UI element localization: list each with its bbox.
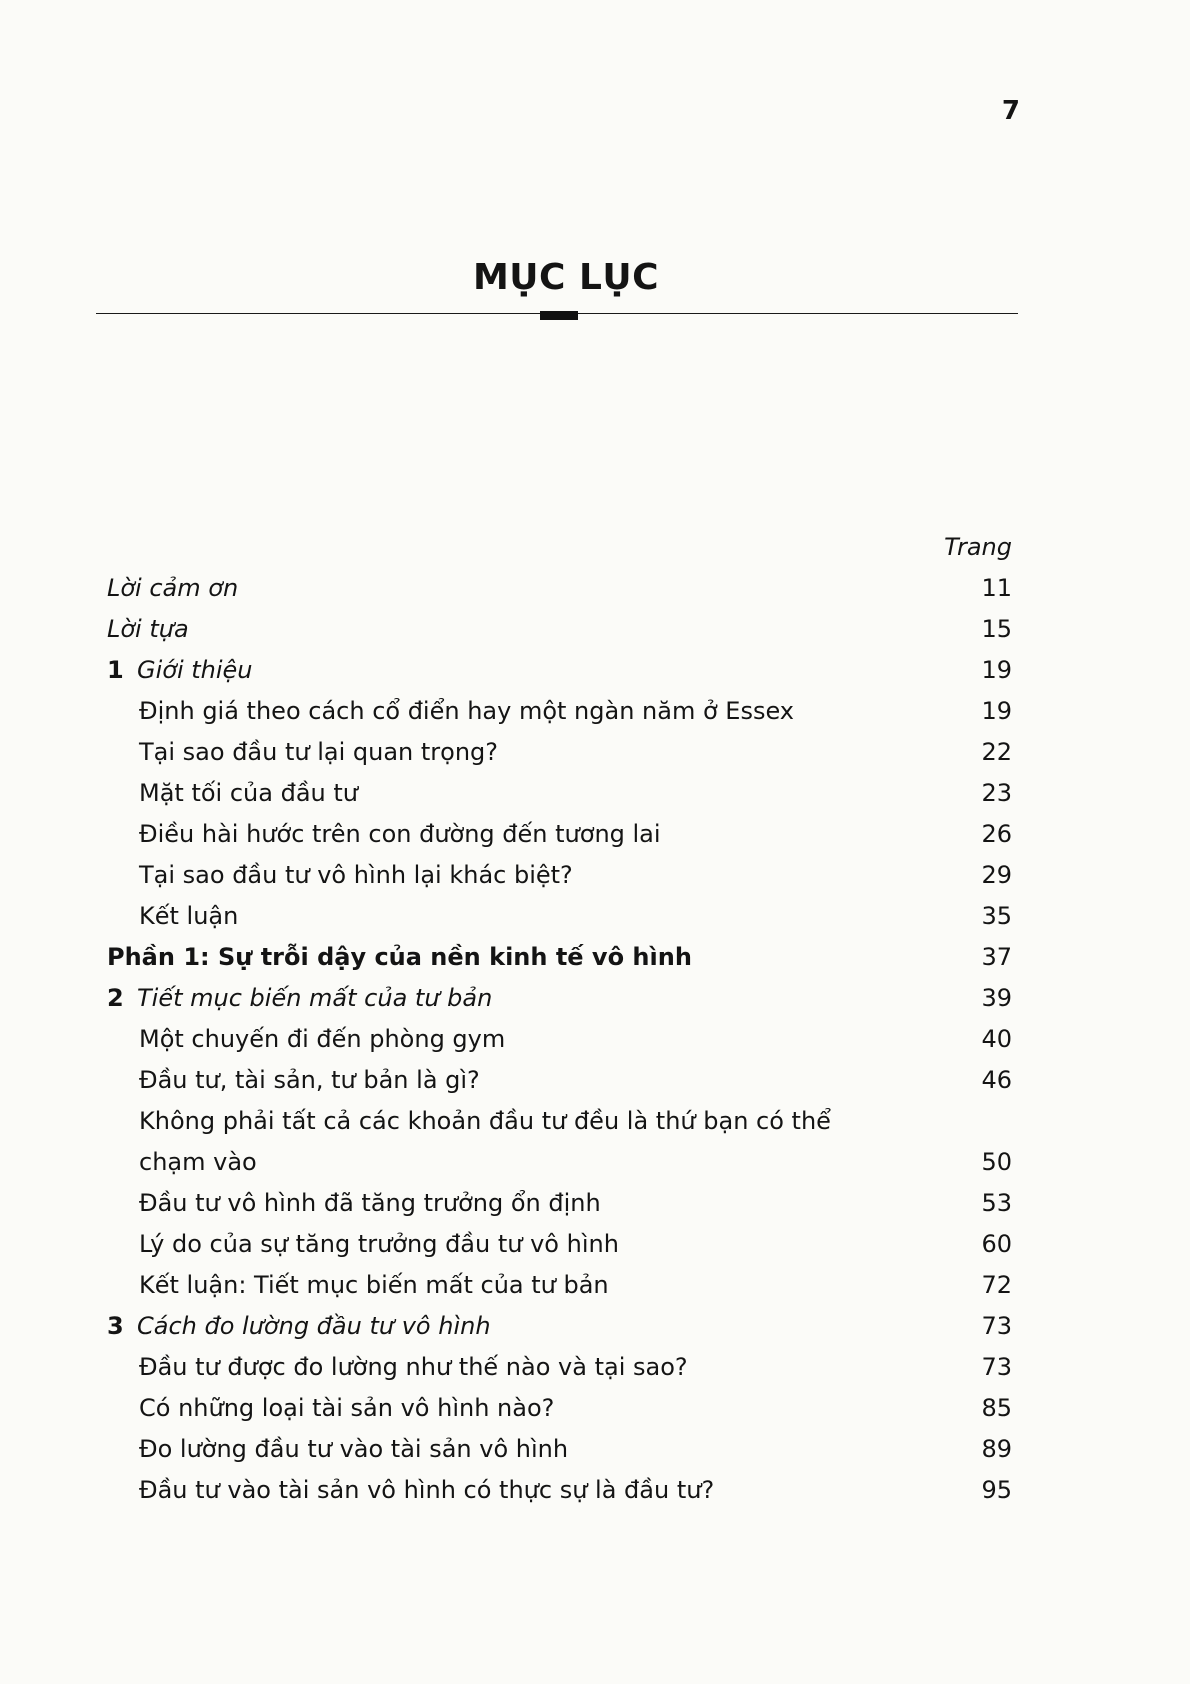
- toc-entry[interactable]: [107, 814, 1012, 855]
- page-number: 7: [1001, 96, 1020, 126]
- toc-entry-page: 37: [981, 943, 1012, 971]
- toc-entry-label: [107, 650, 952, 691]
- toc-entry-label: [107, 568, 952, 609]
- toc-entry-label: [107, 855, 952, 896]
- toc-entry-page: 39: [981, 984, 1012, 1012]
- toc-entry-title: Điều hài hước trên con đường đến tương lai: [139, 820, 661, 848]
- toc-entry-page: 22: [981, 738, 1012, 766]
- toc-entry-page: 19: [981, 656, 1012, 684]
- toc-entry-title: Một chuyến đi đến phòng gym: [139, 1025, 506, 1053]
- toc-entry[interactable]: [107, 937, 1012, 978]
- toc-entry[interactable]: [107, 732, 1012, 773]
- toc-entry-page: 50: [981, 1148, 1012, 1176]
- toc-entry-title: Phần 1: Sự trỗi dậy của nền kinh tế vô hình: [107, 943, 692, 971]
- toc-entry-page: 53: [981, 1189, 1012, 1217]
- toc-entry-title: Đầu tư vô hình đã tăng trưởng ổn định: [139, 1189, 601, 1217]
- toc-entry-page: 85: [981, 1394, 1012, 1422]
- toc-entry[interactable]: [107, 568, 1012, 609]
- toc-entry[interactable]: [107, 1060, 1012, 1101]
- toc-entry[interactable]: [107, 1224, 1012, 1265]
- toc-entry-title: Không phải tất cả các khoản đầu tư đều là thứ bạn có thể chạm vào: [139, 1107, 831, 1176]
- toc-entry-title: Lời tựa: [107, 615, 189, 643]
- toc-entry-label: [107, 609, 952, 650]
- toc-entry[interactable]: [107, 609, 1012, 650]
- toc-entry-page: 26: [981, 820, 1012, 848]
- toc-entry-title: Đầu tư, tài sản, tư bản là gì?: [139, 1066, 480, 1094]
- toc-entry[interactable]: [107, 896, 1012, 937]
- toc-entry-title: Kết luận: Tiết mục biến mất của tư bản: [139, 1271, 609, 1299]
- toc-entry-page: 73: [981, 1353, 1012, 1381]
- toc-entry-label: [107, 1060, 952, 1101]
- toc-entry-page: 35: [981, 902, 1012, 930]
- toc-entry-page: 46: [981, 1066, 1012, 1094]
- toc-entry-title: Cách đo lường đầu tư vô hình: [137, 1312, 491, 1340]
- toc-entry-title: Có những loại tài sản vô hình nào?: [139, 1394, 555, 1422]
- toc-entry-label: [107, 732, 952, 773]
- table-of-contents: [107, 527, 1012, 1511]
- toc-entry-label: [107, 814, 952, 855]
- toc-entry-label: [107, 1347, 952, 1388]
- toc-entry-title: Giới thiệu: [137, 656, 253, 684]
- page-column-header: Trang: [944, 533, 1012, 561]
- toc-entry-label: [107, 1388, 952, 1429]
- toc-entry-title: Lời cảm ơn: [107, 574, 239, 602]
- toc-entry[interactable]: [107, 1265, 1012, 1306]
- toc-entry-label: [107, 896, 952, 937]
- toc-entry-label: [107, 937, 952, 978]
- toc-entry-page: 29: [981, 861, 1012, 889]
- toc-entry-title: Định giá theo cách cổ điển hay một ngàn năm ở Essex: [139, 697, 795, 725]
- toc-entries: [107, 568, 1012, 1511]
- toc-entry-title: Kết luận: [139, 902, 239, 930]
- toc-entry[interactable]: [107, 1019, 1012, 1060]
- toc-entry-label: [107, 1470, 952, 1511]
- toc-entry[interactable]: [107, 1429, 1012, 1470]
- toc-entry-page: 23: [981, 779, 1012, 807]
- toc-entry-title: Đo lường đầu tư vào tài sản vô hình: [139, 1435, 569, 1463]
- toc-entry-label: [107, 773, 952, 814]
- toc-entry-title: Đầu tư vào tài sản vô hình có thực sự là đầu tư?: [139, 1476, 715, 1504]
- toc-entry[interactable]: [107, 650, 1012, 691]
- toc-entry-label: [107, 1265, 952, 1306]
- toc-entry-label: [107, 978, 952, 1019]
- chapter-number: 1: [107, 656, 124, 684]
- toc-entry[interactable]: [107, 1470, 1012, 1511]
- toc-entry[interactable]: [107, 691, 1012, 732]
- toc-entry[interactable]: [107, 1388, 1012, 1429]
- toc-entry-label: [107, 691, 952, 732]
- toc-entry[interactable]: [107, 773, 1012, 814]
- toc-entry[interactable]: [107, 978, 1012, 1019]
- toc-entry[interactable]: [107, 855, 1012, 896]
- toc-entry-page: 40: [981, 1025, 1012, 1053]
- chapter-number: 3: [107, 1312, 124, 1340]
- toc-entry-label: [107, 1101, 952, 1183]
- toc-entry-title: Tiết mục biến mất của tư bản: [137, 984, 493, 1012]
- toc-entry[interactable]: [107, 1347, 1012, 1388]
- toc-entry-title: Đầu tư được đo lường như thế nào và tại sao?: [139, 1353, 688, 1381]
- title-rule-mark: [540, 311, 578, 320]
- toc-entry-page: 72: [981, 1271, 1012, 1299]
- toc-entry-title: Mặt tối của đầu tư: [139, 779, 358, 807]
- toc-entry-page: 73: [981, 1312, 1012, 1340]
- page-title: MỤC LỤC: [472, 257, 660, 298]
- toc-entry-label: [107, 1224, 952, 1265]
- toc-entry-label: [107, 1306, 952, 1347]
- toc-entry[interactable]: [107, 1306, 1012, 1347]
- toc-entry-label: [107, 1019, 952, 1060]
- toc-entry[interactable]: [107, 1183, 1012, 1224]
- toc-entry-title: Lý do của sự tăng trưởng đầu tư vô hình: [139, 1230, 619, 1258]
- toc-entry-page: 60: [981, 1230, 1012, 1258]
- toc-entry-label: [107, 1183, 952, 1224]
- toc-entry-page: 95: [981, 1476, 1012, 1504]
- toc-entry-page: 89: [981, 1435, 1012, 1463]
- toc-entry-title: Tại sao đầu tư vô hình lại khác biệt?: [139, 861, 573, 889]
- toc-entry[interactable]: [107, 1101, 1012, 1183]
- toc-entry-page: 11: [981, 574, 1012, 602]
- toc-entry-page: 19: [981, 697, 1012, 725]
- chapter-number: 2: [107, 984, 124, 1012]
- toc-entry-title: Tại sao đầu tư lại quan trọng?: [139, 738, 499, 766]
- toc-entry-page: 15: [981, 615, 1012, 643]
- toc-entry-label: [107, 1429, 952, 1470]
